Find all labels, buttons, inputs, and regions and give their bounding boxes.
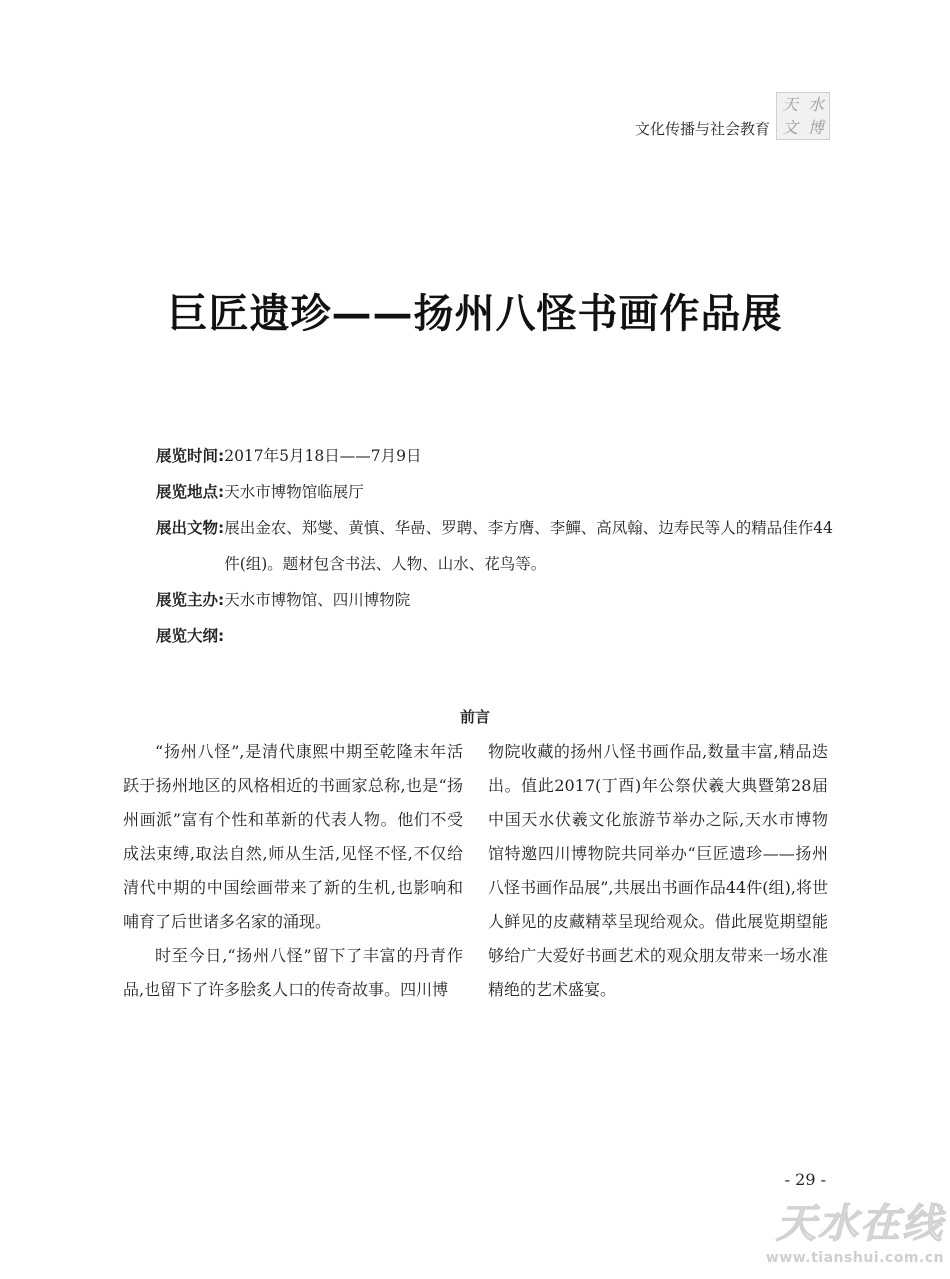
preface-paragraph-1: “扬州八怪”,是清代康熙中期至乾隆末年活跃于扬州地区的风格相近的书画家总称,也是“扬州画派”富有个性和革新的代表人物。他们不受成法束缚,取法自然,师从生活,见怪不怪,不仅给清代中期的中国绘画带来了新的生机,也影响和哺育了后世诸多名家的涌现。 <box>123 742 463 931</box>
seal-logo: 天 水 文 博 <box>776 92 830 140</box>
info-label-time: 展览时间: <box>156 447 225 465</box>
info-value-place: 天水市博物馆临展厅 <box>224 483 364 501</box>
info-label-relics: 展出文物: <box>156 519 225 537</box>
info-row-outline <box>156 618 846 654</box>
site-watermark <box>754 1200 944 1268</box>
info-label-outline: 展览大纲: <box>156 627 225 645</box>
preface-heading: 前言 <box>459 708 490 726</box>
preface-column-right <box>488 735 828 1007</box>
exhibition-info <box>156 438 846 654</box>
preface-paragraph-2-continued: 物院收藏的扬州八怪书画作品,数量丰富,精品迭出。值此2017(丁酉)年公祭伏羲大典暨第28届中国天水伏羲文化旅游节举办之际,天水市博物馆特邀四川博物院共同举办“巨匠遗珍——扬州八怪书画作品展”,共展出书画作品44件(组),将世人鲜见的皮藏精萃呈现给观众。借此展览期望能够给广大爱好书画艺术的观众朋友带来一场水准精绝的艺术盛宴。 <box>488 742 828 999</box>
info-row-place <box>156 474 846 510</box>
info-row-time <box>156 438 846 474</box>
info-label-place: 展览地点: <box>156 483 225 501</box>
info-row-organizer <box>156 582 846 618</box>
watermark-logo: 天水在线 <box>776 1201 944 1247</box>
info-value-time: 2017年5月18日——7月9日 <box>224 447 422 465</box>
preface-paragraph-2-start: 时至今日,“扬州八怪”留下了丰富的丹青作品,也留下了许多脍炙人口的传奇故事。四川博 <box>123 946 463 999</box>
info-label-organizer: 展览主办: <box>156 591 225 609</box>
info-value-relics: 展出金农、郑燮、黄慎、华喦、罗聘、李方膺、李鱓、高凤翰、边寿民等人的精品佳作44件(组)。题材包含书法、人物、山水、花鸟等。 <box>224 519 833 573</box>
info-value-organizer: 天水市博物馆、四川博物院 <box>224 591 411 609</box>
running-header: 文化传播与社会教育 <box>634 120 770 138</box>
preface-column-left <box>123 735 463 1007</box>
page-title: 巨匠遗珍——扬州八怪书画作品展 <box>167 290 783 337</box>
info-row-relics <box>156 510 846 582</box>
page-number: - 29 - <box>784 1170 826 1189</box>
watermark-url: www.tianshui.com.cn <box>765 1250 944 1266</box>
